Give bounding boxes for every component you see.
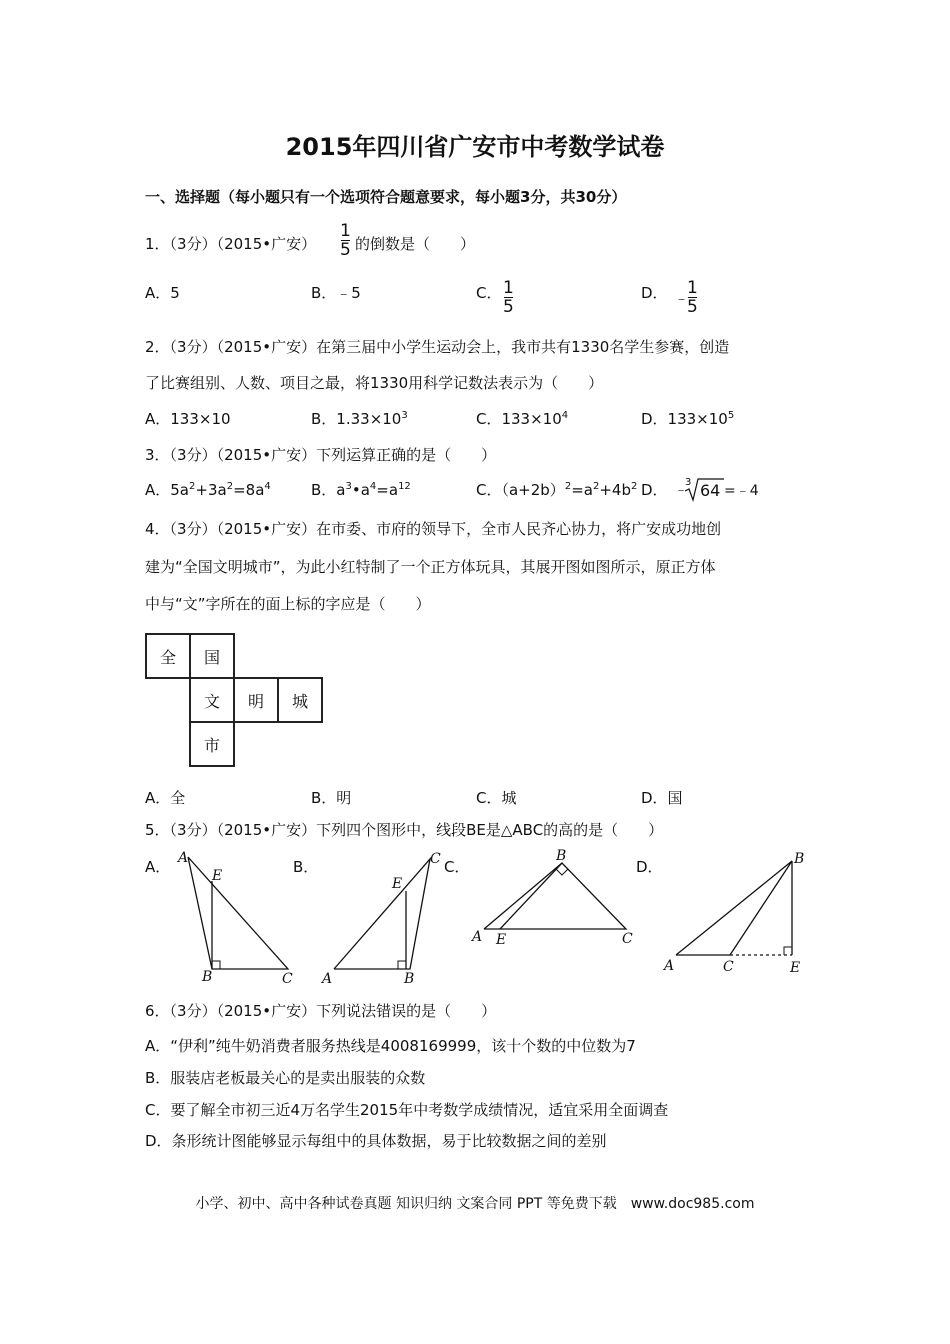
q3-option-c[interactable] [476,479,637,500]
q1-fraction [340,222,351,259]
q2-line-1: 2．（3分）（2015•广安）在第三届中小学生运动会上，我市共有1330名学生参赛，创造 [145,338,730,356]
q1-d-num: 1 [687,278,698,298]
q4-option-a[interactable]: A．全 [145,789,186,807]
q5-option-c[interactable]: C． [444,858,470,876]
q1-option-d-fraction [687,279,698,316]
net-cell: 市 [190,722,234,766]
q3-c-e2: 2 [592,481,600,492]
q1-frac-den: 5 [340,240,351,260]
q3-c-t3: +4b [599,481,631,499]
q6-option-d[interactable]: D．条形统计图能够显示每组中的具体数据，易于比较数据之间的差别 [145,1132,607,1150]
net-cell: 国 [190,634,234,678]
q5-figure-a [170,845,300,990]
page-title: 2015年四川省广安市中考数学试卷 [285,133,665,161]
q3-option-b[interactable] [311,479,411,500]
q2-d-exp: 5 [727,410,735,421]
q6-option-a[interactable]: A．“伊利”纯牛奶消费者服务热线是4008169999，该十个数的中位数为7 [145,1037,636,1055]
q5-figure-d [660,845,820,980]
q3-option-a[interactable] [145,479,271,500]
q1-prefix: 1．（3分）（2015•广安） [145,235,317,253]
page-footer: 小学、初中、高中各种试卷真题 知识归纳 文案合同 PPT 等免费下载 www.doc985.com [195,1196,755,1212]
q3-b-e3: 12 [398,481,411,492]
q1-suffix: 的倒数是（ ） [355,235,476,253]
q5-option-d[interactable]: D． [636,858,663,876]
q1-c-den: 5 [503,297,514,317]
q5-figure-c [470,845,640,955]
q1-option-b[interactable]: B．﹣5 [311,284,361,302]
q1-option-d-sign: ﹣ [674,289,690,307]
q6-option-c[interactable]: C．要了解全市初三近4万名学生2015年中考数学成绩情况，适宜采用全面调查 [145,1101,669,1119]
q2-option-a[interactable]: A．133×10 [145,410,231,428]
q3-b-t1: a [336,481,346,499]
q4-option-d[interactable]: D．国 [641,789,683,807]
q4-line-2: 建为“全国文明城市”，为此小红特制了一个正方体玩具，其展开图如图所示，原正方体 [145,558,716,576]
q5-text: 5．（3分）（2015•广安）下列四个图形中，线段BE是△ABC的高的是（ ） [145,821,664,839]
fig-c-label-b: B [556,848,567,864]
net-cell: 明 [234,678,278,722]
q3-b-t3: =a [376,481,399,499]
q1-frac-num: 1 [340,221,351,241]
q3-c-e1: 2 [564,481,572,492]
fig-c-label-c: C [622,931,633,947]
q2-d-base: D．133×10 [641,410,728,428]
q2-option-d[interactable] [641,408,734,429]
q2-option-c[interactable] [476,408,568,429]
fig-d-label-e: E [790,960,801,976]
q3-b-t2: •a [351,481,370,499]
q6-option-b[interactable]: B．服装店老板最关心的是卖出服装的众数 [145,1069,426,1087]
q3-b-e2: 4 [369,481,377,492]
fig-b-label-c: C [430,851,441,867]
q1-option-d-label[interactable]: D． [641,284,668,302]
net-cell: 城 [278,678,322,722]
q4-option-c[interactable]: C．城 [476,789,517,807]
fig-a-label-c: C [282,971,293,987]
q6-text: 6．（3分）（2015•广安）下列说法错误的是（ ） [145,1002,497,1020]
q1-option-a[interactable]: A．5 [145,284,180,302]
q3-a-t1: 5a [170,481,190,499]
q1-option-c-label[interactable]: C． [476,284,502,302]
net-cell: 文 [190,678,234,722]
q3-d-radicand: 64 [700,481,721,500]
section-heading: 一、选择题（每小题只有一个选项符合题意要求，每小题3分，共30分） [145,188,627,206]
net-cell: 全 [146,634,190,678]
q2-line-2: 了比赛组别、人数、项目之最，将1330用科学记数法表示为（ ） [145,374,604,392]
q5-option-a[interactable]: A． [145,858,171,876]
fig-a-label-a: A [178,850,189,866]
fig-a-label-e: E [212,868,223,884]
q3-option-d-radical [672,474,772,504]
q3-c-label: C． [476,481,502,499]
q3-a-label: A． [145,481,171,499]
q4-line-3: 中与“文”字所在的面上标的字应是（ ） [145,595,431,613]
q3-a-e2: 2 [226,481,234,492]
q2-c-exp: 4 [561,410,569,421]
q4-line-1: 4．（3分）（2015•广安）在市委、市府的领导下，全市人民齐心协力，将广安成功地创 [145,520,722,538]
q2-b-base: B．1.33×10 [311,410,402,428]
q3-a-t2: +3a [195,481,227,499]
q3-a-e3: 4 [264,481,271,492]
fig-c-label-e: E [496,932,507,948]
fig-d-label-a: A [664,958,675,974]
q3-b-label: B． [311,481,337,499]
q3-b-e1: 3 [345,481,352,492]
fig-d-label-b: B [794,851,805,867]
fig-b-label-e: E [392,876,403,892]
q3-a-t3: =8a [233,481,265,499]
q3-d-label: D． [641,481,668,499]
q3-c-t1: （a+2b） [501,481,565,499]
q1-option-c-fraction [503,279,514,316]
fig-d-label-c: C [723,959,734,975]
q3-c-t2: =a [571,481,593,499]
q3-d-index: 3 [685,477,692,488]
fig-b-label-b: B [404,971,415,987]
q5-option-b[interactable]: B． [293,858,319,876]
q3-c-e3: 2 [630,481,638,492]
fig-b-label-a: A [322,971,333,987]
q3-text: 3．（3分）（2015•广安）下列运算正确的是（ ） [145,446,497,464]
q2-c-base: C．133×10 [476,410,562,428]
q3-option-d[interactable] [641,479,668,500]
q5-figure-b [318,845,453,990]
q3-d-result: =﹣4 [724,483,759,499]
q1-d-den: 5 [687,297,698,317]
fig-c-label-a: A [472,929,483,945]
cube-net [145,633,323,767]
q4-option-b[interactable]: B．明 [311,789,352,807]
q3-d-neg: ﹣ [674,482,688,498]
q2-option-b[interactable] [311,408,408,429]
q3-a-e1: 2 [189,481,196,492]
q2-b-exp: 3 [401,410,408,421]
fig-a-label-b: B [202,969,213,985]
q1-c-num: 1 [503,278,514,298]
